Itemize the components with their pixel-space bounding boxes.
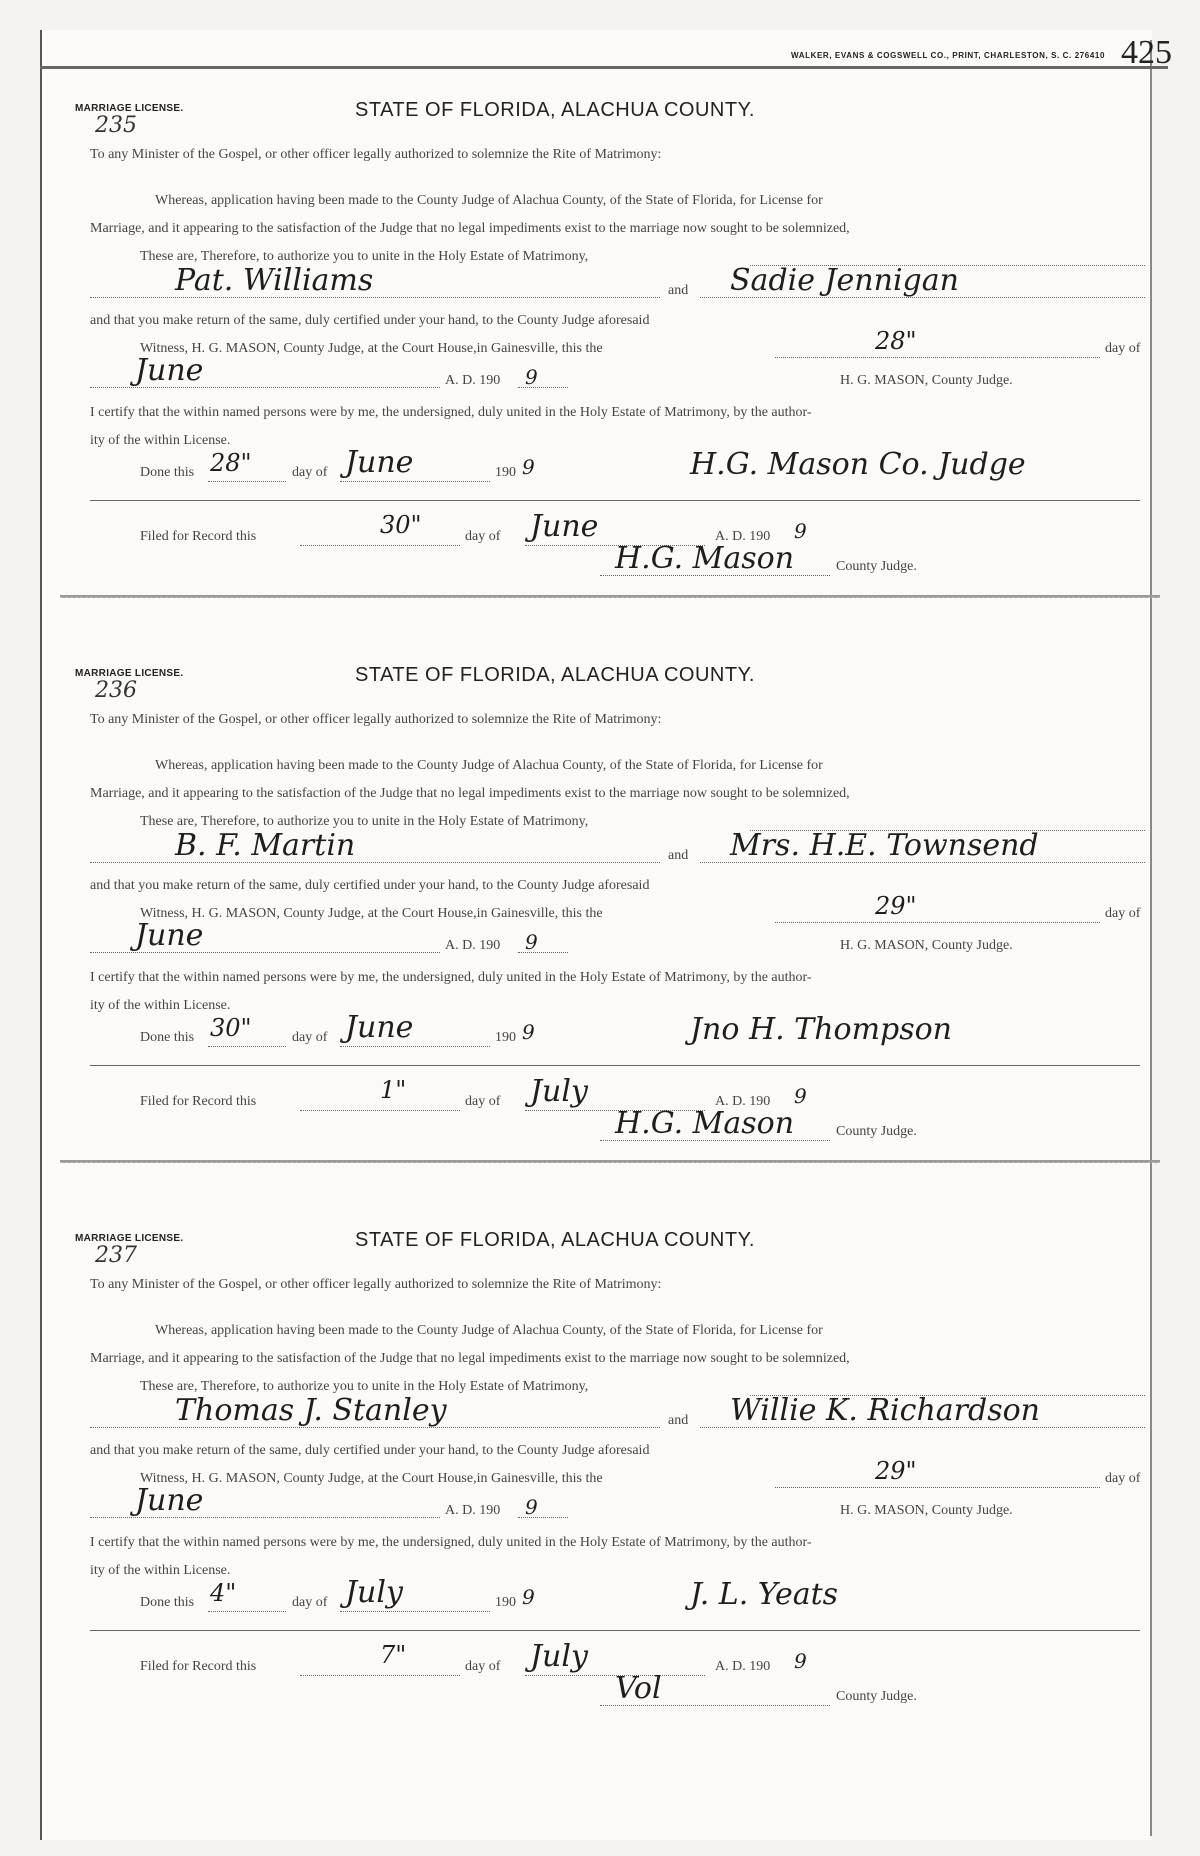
these-are-line: These are, Therefore, to authorize you to unite in the Holy Estate of Matrimony, [140,249,589,264]
license-number: 236 [95,678,137,703]
ad-label: A. D. 190 [445,1503,501,1518]
filed-ad-label: A. D. 190 [715,529,771,544]
filed-ad-label: A. D. 190 [715,1094,771,1109]
filed-day: 30" [380,511,422,539]
whereas-line-2: Marriage, and it appearing to the satisfaction of the Judge that no legal impediments exist to the marriage now sought to be solemnized, [90,1351,850,1366]
done-day-of-label: day of [292,465,328,480]
officiant-signature: Jno H. Thompson [690,1012,953,1047]
filed-signature: H.G. Mason [615,541,795,576]
done-day: 30" [210,1014,252,1042]
witness-day: 29" [875,1457,917,1485]
certify-line-2: ity of the within License. [90,998,231,1013]
whereas-line-1: Whereas, application having been made to the County Judge of Alachua County, of the State of Florida, for License for [155,758,823,773]
done-day: 4" [210,1579,237,1607]
day-of-label: day of [1105,906,1141,921]
day-of-label: day of [1105,341,1141,356]
done-this-label: Done this [140,1030,195,1045]
addressee-line: To any Minister of the Gospel, or other officer legally authorized to solemnize the Rite of Matrimony: [90,147,662,162]
form-heading: STATE OF FLORIDA, ALACHUA COUNTY. [355,1229,755,1251]
filed-month: June [530,509,599,544]
done-year-prefix: 190 [495,1595,516,1610]
done-day: 28" [210,449,252,477]
marriage-license-label: MARRIAGE LICENSE. [75,1233,184,1244]
addressee-line: To any Minister of the Gospel, or other officer legally authorized to solemnize the Rite of Matrimony: [90,712,662,727]
witness-year: 9 [525,365,538,389]
right-margin-line [1150,40,1152,1836]
done-month: June [345,445,414,480]
witness-day: 28" [875,327,917,355]
officiant-signature: H.G. Mason Co. Judge [690,447,1026,482]
return-line: and that you make return of the same, duly certified under your hand, to the County Judge aforesaid [90,313,650,328]
groom-name: B. F. Martin [175,828,356,863]
section-divider [60,1160,1160,1163]
these-are-line: These are, Therefore, to authorize you to unite in the Holy Estate of Matrimony, [140,814,589,829]
judge-signature-line: H. G. MASON, County Judge. [840,373,1013,388]
marriage-license-label: MARRIAGE LICENSE. [75,103,184,114]
day-of-label: day of [1105,1471,1141,1486]
filed-day: 7" [380,1641,407,1669]
filed-ad-label: A. D. 190 [715,1659,771,1674]
form-heading: STATE OF FLORIDA, ALACHUA COUNTY. [355,664,755,686]
filed-month: July [530,1639,588,1674]
county-judge-label: County Judge. [836,1689,917,1704]
whereas-line-2: Marriage, and it appearing to the satisfaction of the Judge that no legal impediments exist to the marriage now sought to be solemnized, [90,786,850,801]
witness-year: 9 [525,1495,538,1519]
done-day-of-label: day of [292,1595,328,1610]
witness-day: 29" [875,892,917,920]
whereas-line-1: Whereas, application having been made to the County Judge of Alachua County, of the State of Florida, for License for [155,193,823,208]
these-are-line: These are, Therefore, to authorize you to unite in the Holy Estate of Matrimony, [140,1379,589,1394]
bride-name: Willie K. Richardson [730,1393,1040,1428]
filed-year: 9 [794,1649,807,1673]
done-year: 9 [522,1585,535,1609]
filed-for-record-label: Filed for Record this [140,529,257,544]
ad-label: A. D. 190 [445,938,501,953]
filed-month: July [530,1074,588,1109]
filed-for-record-label: Filed for Record this [140,1659,257,1674]
page-number: 425 [1121,34,1172,71]
license-number: 237 [95,1243,137,1268]
filed-for-record-label: Filed for Record this [140,1094,257,1109]
bride-name: Sadie Jennigan [730,263,959,298]
and-label: and [668,848,689,863]
done-year-prefix: 190 [495,465,516,480]
printer-imprint: WALKER, EVANS & COGSWELL CO., PRINT, CHARLESTON, S. C. 276410 [791,51,1105,60]
section-divider [60,595,1160,598]
return-line: and that you make return of the same, duly certified under your hand, to the County Judge aforesaid [90,1443,650,1458]
certify-line-1: I certify that the within named persons were by me, the undersigned, duly united in the Holy Estate of Matrimony, by the author- [90,970,812,985]
witness-line: Witness, H. G. MASON, County Judge, at the Court House,in Gainesville, this the [140,906,603,921]
witness-year: 9 [525,930,538,954]
filed-signature: H.G. Mason [615,1106,795,1141]
whereas-line-1: Whereas, application having been made to the County Judge of Alachua County, of the State of Florida, for License for [155,1323,823,1338]
witness-month: June [135,918,204,953]
done-this-label: Done this [140,1595,195,1610]
return-line: and that you make return of the same, duly certified under your hand, to the County Judge aforesaid [90,878,650,893]
certify-line-2: ity of the within License. [90,433,231,448]
groom-name: Thomas J. Stanley [175,1393,447,1428]
certify-line-1: I certify that the within named persons were by me, the undersigned, duly united in the Holy Estate of Matrimony, by the author- [90,405,812,420]
filed-signature: Vol [615,1671,662,1706]
done-month: July [345,1575,403,1610]
officiant-signature: J. L. Yeats [690,1577,839,1612]
addressee-line: To any Minister of the Gospel, or other officer legally authorized to solemnize the Rite of Matrimony: [90,1277,662,1292]
license-number: 235 [95,113,137,138]
groom-name: Pat. Williams [175,263,374,298]
witness-month: June [135,1483,204,1518]
marriage-license-label: MARRIAGE LICENSE. [75,668,184,679]
done-this-label: Done this [140,465,195,480]
filed-day-of-label: day of [465,1659,501,1674]
done-day-of-label: day of [292,1030,328,1045]
certify-line-1: I certify that the within named persons were by me, the undersigned, duly united in the Holy Estate of Matrimony, by the author- [90,1535,812,1550]
filed-year: 9 [794,519,807,543]
filed-year: 9 [794,1084,807,1108]
filed-day-of-label: day of [465,529,501,544]
witness-line: Witness, H. G. MASON, County Judge, at the Court House,in Gainesville, this the [140,341,603,356]
done-year-prefix: 190 [495,1030,516,1045]
done-year: 9 [522,455,535,479]
certify-line-2: ity of the within License. [90,1563,231,1578]
ad-label: A. D. 190 [445,373,501,388]
form-heading: STATE OF FLORIDA, ALACHUA COUNTY. [355,99,755,121]
bride-name: Mrs. H.E. Townsend [730,828,1039,863]
witness-line: Witness, H. G. MASON, County Judge, at the Court House,in Gainesville, this the [140,1471,603,1486]
filed-day-of-label: day of [465,1094,501,1109]
witness-month: June [135,353,204,388]
whereas-line-2: Marriage, and it appearing to the satisfaction of the Judge that no legal impediments exist to the marriage now sought to be solemnized, [90,221,850,236]
judge-signature-line: H. G. MASON, County Judge. [840,1503,1013,1518]
top-rule [40,66,1168,69]
and-label: and [668,283,689,298]
and-label: and [668,1413,689,1428]
done-year: 9 [522,1020,535,1044]
filed-day: 1" [380,1076,407,1104]
done-month: June [345,1010,414,1045]
county-judge-label: County Judge. [836,1124,917,1139]
county-judge-label: County Judge. [836,559,917,574]
judge-signature-line: H. G. MASON, County Judge. [840,938,1013,953]
